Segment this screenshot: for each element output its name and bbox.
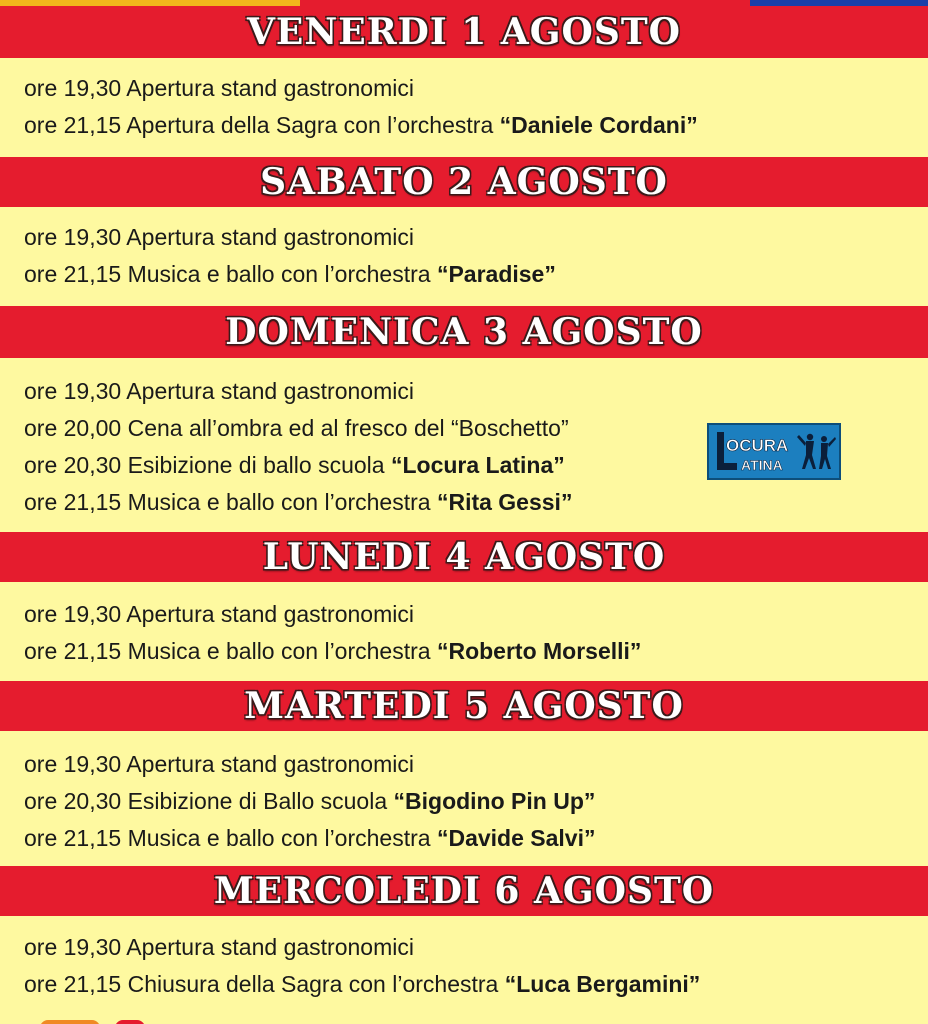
day-title: VENERDI 1 AGOSTO (247, 11, 681, 53)
event-line (24, 454, 565, 477)
day-title: MERCOLEDI 6 AGOSTO (213, 870, 715, 912)
event-text: ore 19,30 Apertura stand gastronomici (24, 934, 414, 960)
day-header-band (0, 866, 928, 916)
day-header-band (0, 532, 928, 582)
event-text: ore 19,30 Apertura stand gastronomici (24, 378, 414, 404)
event-text: ore 21,15 Musica e ballo con l’orchestra (24, 261, 437, 287)
event-quote: “Luca Bergamini” (504, 971, 701, 997)
event-line (24, 114, 698, 137)
day-header-band (0, 157, 928, 207)
event-quote: “Locura Latina” (390, 452, 565, 478)
day-header-band (0, 681, 928, 731)
event-quote: “Rita Gessi” (436, 489, 573, 515)
day-title: LUNEDI 4 AGOSTO (262, 536, 666, 578)
event-text: ore 20,00 Cena all’ombra ed al fresco del “Boschetto” (24, 415, 569, 441)
event-line (24, 973, 700, 996)
event-text: ore 19,30 Apertura stand gastronomici (24, 601, 414, 627)
event-line (24, 263, 556, 286)
event-text: ore 21,15 Musica e ballo con l’orchestra (24, 825, 437, 851)
day-header-band (0, 6, 928, 58)
event-line (24, 417, 569, 440)
event-line (24, 491, 572, 514)
event-text: ore 20,30 Esibizione di ballo scuola (24, 452, 391, 478)
event-text: ore 20,30 Esibizione di Ballo scuola (24, 788, 394, 814)
event-text: ore 19,30 Apertura stand gastronomici (24, 224, 414, 250)
event-quote: “Roberto Morselli” (436, 638, 642, 664)
event-text: ore 19,30 Apertura stand gastronomici (24, 75, 414, 101)
event-line (24, 640, 641, 663)
bottom-decoration (0, 1012, 928, 1024)
event-quote: “Davide Salvi” (436, 825, 596, 851)
event-line (24, 603, 414, 626)
event-text: ore 21,15 Musica e ballo con l’orchestra (24, 638, 437, 664)
event-line (24, 753, 414, 776)
day-title: MARTEDI 5 AGOSTO (244, 685, 684, 727)
locura-latina-logo (707, 423, 841, 480)
event-line (24, 77, 414, 100)
day-title: DOMENICA 3 AGOSTO (225, 311, 703, 353)
event-text: ore 21,15 Musica e ballo con l’orchestra (24, 489, 437, 515)
event-text: ore 19,30 Apertura stand gastronomici (24, 751, 414, 777)
event-line (24, 226, 414, 249)
event-text: ore 21,15 Chiusura della Sagra con l’orchestra (24, 971, 505, 997)
locura-latina-logo-icon (709, 425, 839, 478)
event-quote: “Bigodino Pin Up” (393, 788, 596, 814)
logo-text-bottom: ATINA (741, 457, 783, 473)
event-line (24, 827, 595, 850)
event-quote: “Daniele Cordani” (499, 112, 698, 138)
day-title: SABATO 2 AGOSTO (260, 161, 668, 203)
event-line (24, 380, 414, 403)
logo-text-top: OCURA (726, 436, 789, 455)
event-text: ore 21,15 Apertura della Sagra con l’orchestra (24, 112, 500, 138)
event-line (24, 936, 414, 959)
event-quote: “Paradise” (436, 261, 556, 287)
event-line (24, 790, 595, 813)
day-header-band (0, 306, 928, 358)
